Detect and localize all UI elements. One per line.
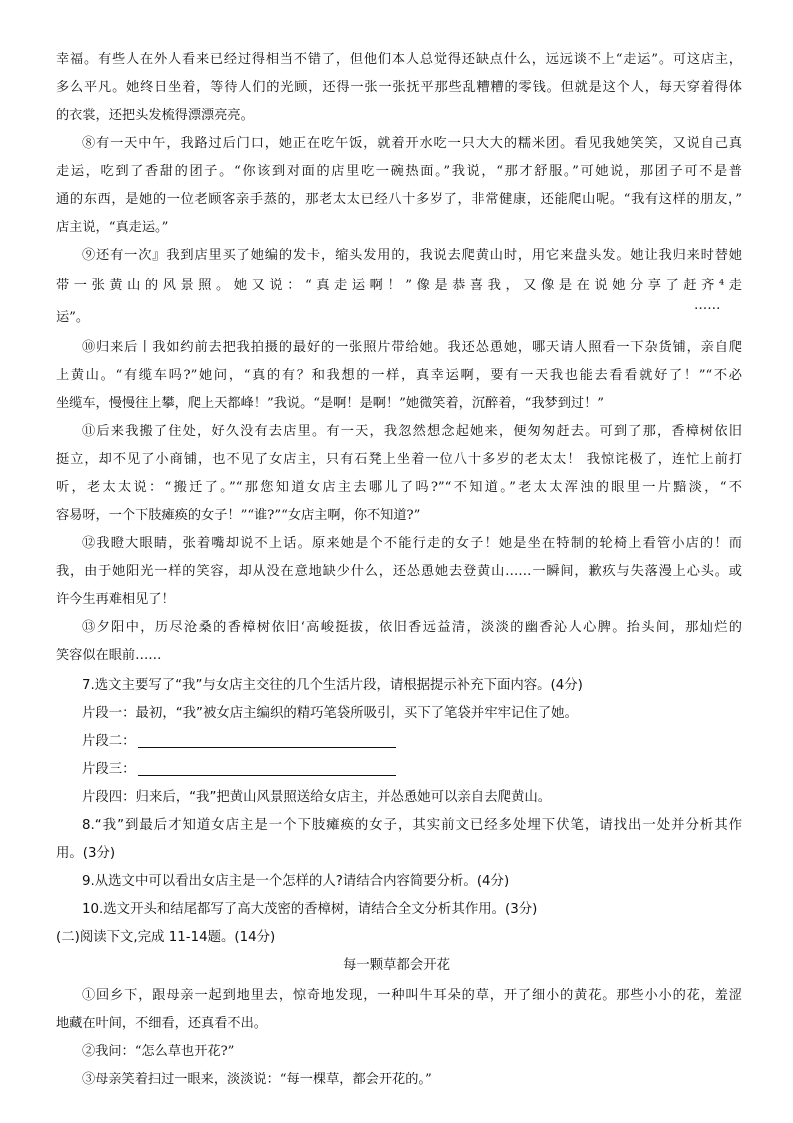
paragraph-line: ⑫我瞪大眼睛，张着嘴却说不上话。原来她是个不能行走的女子！她是坐在特制的轮椅上看管小店的！而 bbox=[82, 536, 742, 551]
paragraph-line: ⑪后来我搬了住处，好久没有去店里。有一天，我忽然想念起她来，便匆匆赶去。可到了那，香樟树依旧 bbox=[82, 424, 742, 439]
segment-three bbox=[82, 760, 742, 780]
segment-one: 片段一：最初，“我”被女店主编织的精巧笔袋所吸引，买下了笔袋并牢牢记住了她。 bbox=[82, 706, 578, 721]
segment-three-label: 片段三： bbox=[82, 762, 136, 777]
paragraph-line: ①回乡下，跟母亲一起到地里去，惊奇地发现，一种叫牛耳朵的草，开了细小的黄花。那些小小的花，羞涩 bbox=[82, 988, 742, 1003]
segment-two bbox=[82, 732, 742, 752]
paragraph-line: ⑩归来后丨我如约前去把我拍摄的最好的一张照片带给她。我还怂恿她，哪天请人照看一下杂货铺，亲自爬 bbox=[82, 340, 742, 355]
paragraph-line: 我，由于她阳光一样的笑容，却从没在意地缺少什么，还怂恿她去登黄山……一瞬间，歉疚与失落漫上心头。或 bbox=[56, 564, 742, 579]
paragraph-line: ③母亲笑着扫过一眼来，淡淡说：“每一棵草，都会开花的。” bbox=[82, 1072, 432, 1087]
answer-blank[interactable] bbox=[138, 761, 396, 776]
paragraph-line: ⑨还有一次』我到店里买了她编的发卡，缩头发用的，我说去爬黄山时，用它来盘头发。她让我归来时替她 bbox=[82, 248, 742, 263]
paragraph-line: 笑容似在眼前…… bbox=[56, 648, 162, 663]
section-heading: (二)阅读下文,完成 11-14题。(14分) bbox=[56, 930, 276, 945]
question-7: 7.选文主要写了“我”与女店主交往的几个生活片段，请根据提示补充下面内容。(4分) bbox=[82, 678, 583, 693]
question-10: 10.选文开头和结尾都写了高大茂密的香樟树，请结合全文分析其作用。(3分) bbox=[82, 902, 538, 917]
paragraph-line: 坐缆车，慢慢往上攀，爬上天都峰！”我说。“是啊！是啊！”她微笑着，沉醉着，“我梦到过！” bbox=[56, 396, 605, 411]
answer-blank[interactable] bbox=[138, 733, 396, 748]
paragraph-line: 通的东西，是她的一位老顾客亲手蒸的，那老太太已经八十多岁了，非常健康，还能爬山呢。“我有这样的朋友，” bbox=[56, 192, 742, 207]
question-8: 8.“我”到最后才知道女店主是一个下肢瘫痪的女子，其实前文已经多处埋下伏笔，请找出一处并分析其作 bbox=[82, 818, 742, 833]
paragraph-line: 运”。 bbox=[56, 310, 90, 325]
paragraph-line: ⑬夕阳中，历尽沧桑的香樟树依旧‘高峻挺拔，依旧香远益清，淡淡的幽香沁人心脾。抬头间，那灿烂的 bbox=[82, 620, 742, 635]
paragraph-line: 带一张黄山的风景照。她又说：“真走运啊！”像是恭喜我，又像是在说她分享了赶齐⁴走 bbox=[56, 278, 742, 293]
question-8-cont: 用。(3分) bbox=[56, 846, 116, 861]
paragraph-line: 的衣裳，还把头发梳得漂漂亮亮。 bbox=[56, 108, 254, 123]
segment-four: 片段四：归来后，“我”把黄山风景照送给女店主，并怂恿她可以亲自去爬黄山。 bbox=[82, 790, 552, 805]
paragraph-line: 容易呀，一个下肢瘫痪的女子！”“谁?”“女店主啊，你不知道?” bbox=[56, 508, 421, 523]
segment-two-label: 片段二： bbox=[82, 734, 136, 749]
paragraph-line: 上黄山。“有缆车吗?”她问，“真的有？和我想的一样，真幸运啊，要有一天我也能去看看就好了！”“不必 bbox=[56, 368, 742, 383]
paragraph-line: 多么平凡。她终日坐着，等待人们的光顾，还得一张一张抚平那些乱糟糟的零钱。但就是这个人，每天穿着得体 bbox=[56, 80, 742, 95]
paragraph-line: ②我问：“怎么草也开花?” bbox=[82, 1044, 235, 1059]
question-9: 9.从选文中可以看出女店主是一个怎样的人?请结合内容简要分析。(4分) bbox=[82, 874, 510, 889]
paragraph-line: 幸福。有些人在外人看来已经过得相当不错了，但他们本人总觉得还缺点什么，远远谈不上“走运”。可这店主， bbox=[56, 52, 742, 67]
paragraph-line: 走运，吃到了香甜的团子。“你该到对面的店里吃一碗热面。”我说，“那才舒服。”可她说，那团子可不是普 bbox=[56, 164, 742, 179]
paragraph-line: ⑧有一天中午，我路过后门口，她正在吃午饭，就着开水吃一只大大的糯米团。看见我她笑笑，又说自己真 bbox=[82, 136, 742, 151]
article-title: 每一颗草都会开花 bbox=[342, 958, 451, 973]
paragraph-line: 许今生再难相见了！ bbox=[56, 592, 175, 607]
paragraph-line: 店主说，“真走运。” bbox=[56, 220, 169, 235]
ellipsis-mark: …… bbox=[694, 298, 721, 313]
paragraph-line: 地藏在叶间，不细看，还真看不出。 bbox=[56, 1016, 267, 1031]
paragraph-line: 挺立，却不见了小商铺，也不见了女店主，只有石凳上坐着一位八十多岁的老太太！ 我惊诧极了，连忙上前打 bbox=[56, 452, 742, 467]
paragraph-line: 听，老太太说：“搬迁了。”“那您知道女店主去哪儿了吗?”“不知道。”老太太浑浊的眼里一片黯淡，“不 bbox=[56, 480, 742, 495]
